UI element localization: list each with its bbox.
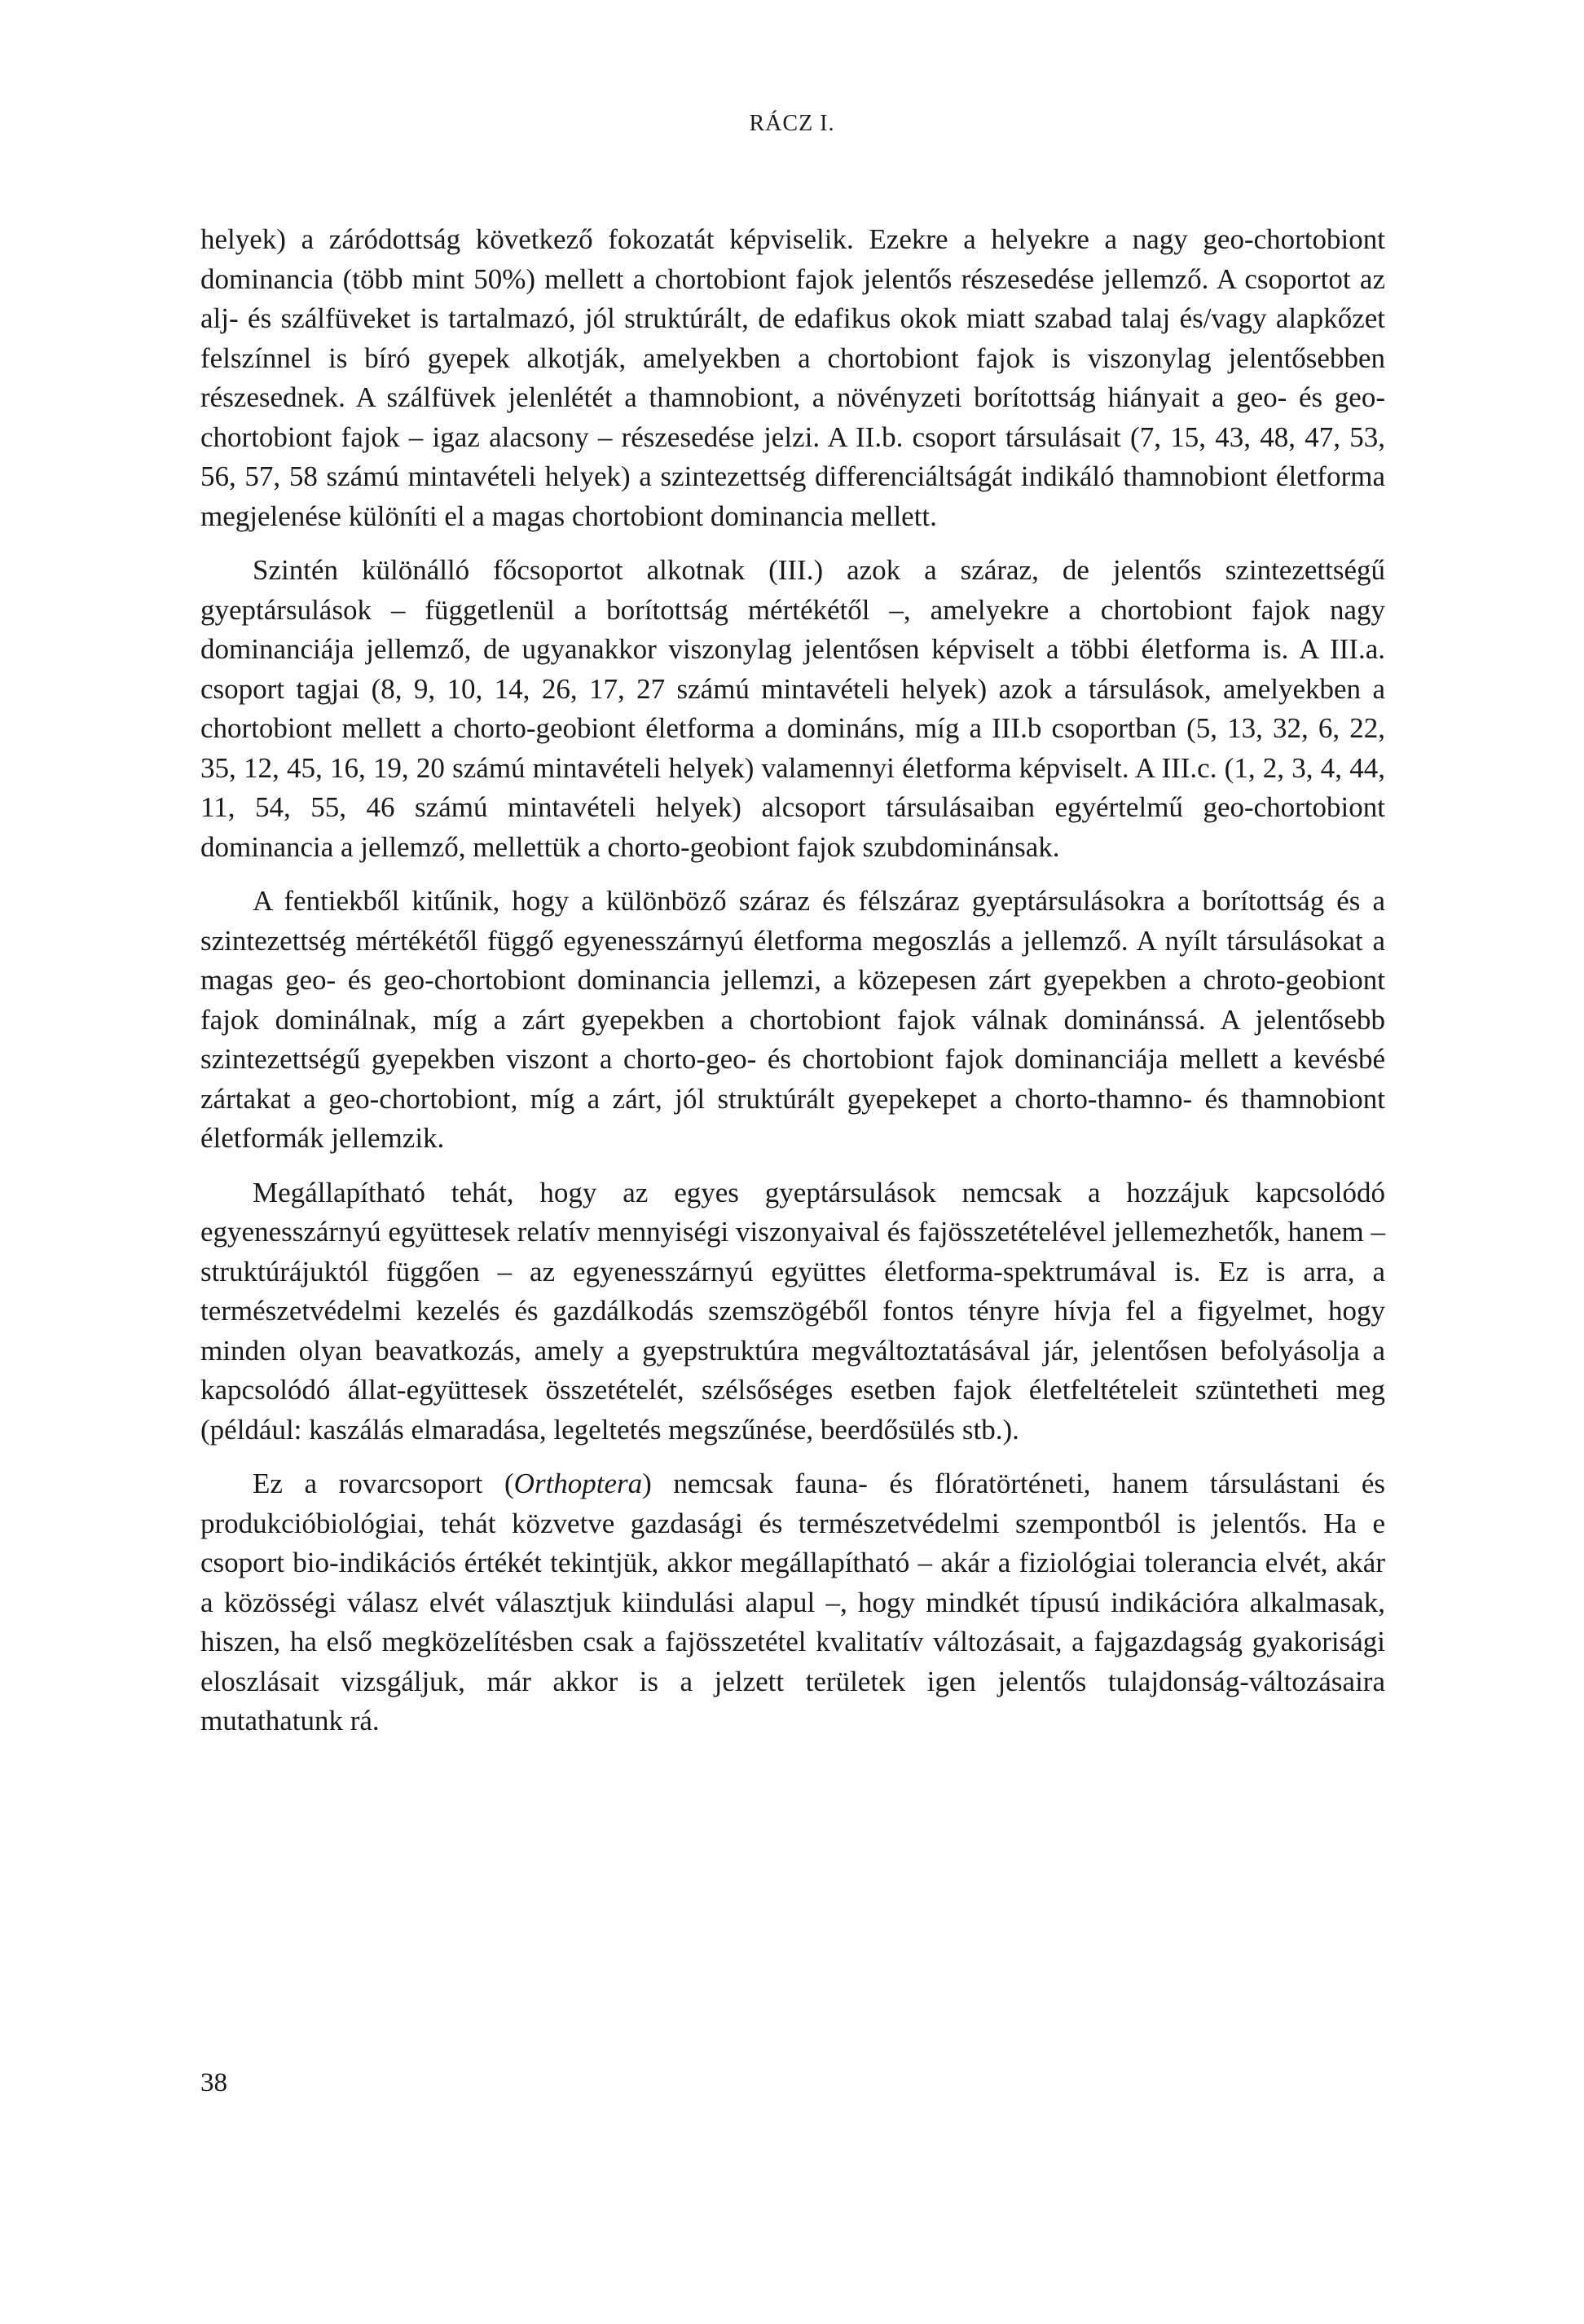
paragraph-4-text: Megállapítható tehát, hogy az egyes gyeptársulások nemcsak a hozzájuk kapcsolódó egyenesszárnyú együttesek relatív mennyiségi viszonyaival és fajösszetételével jellemezhetők, hanem – struktúrájuktól függően – az egyenesszárnyú együttes életforma-spektrumával is. Ez is arra, a természetvédelmi kezelés és gazdálkodás szemszögéből fontos tényre hívja fel a figyelmet, hogy minden olyan beavatkozás, amely a gyepstruktúra megváltoztatásával jár, jelentősen befolyásolja a kapcsolódó állat-együttesek összetételét, szélsőséges esetben fajok életfeltételeit szüntetheti meg (például: kaszálás elmaradása, legeltetés megszűnése, beerdősülés stb.).: [200, 1176, 1385, 1446]
paragraph-2-text: Szintén különálló főcsoportot alkotnak (III.) azok a száraz, de jelentős szintezettségű gyeptársulások – függetlenül a borítottság mértékétől –, amelyekre a chortobiont fajok nagy dominanciája jellemző, de ugyanakkor viszonylag jelentősen képviselt a többi életforma is. A III.a. csoport tagjai (8, 9, 10, 14, 26, 17, 27 számú mintavételi helyek) azok a társulások, amelyekben a chortobiont mellett a chorto-geobiont életforma a domináns, míg a III.b csoportban (5, 13, 32, 6, 22, 35, 12, 45, 16, 19, 20 számú mintavételi helyek) valamennyi életforma képviselt. A III.c. (1, 2, 3, 4, 44, 11, 54, 55, 46 számú mintavételi helyek) alcsoport társulásaiban egyértelmű geo-chortobiont dominancia a jellemző, mellettük a chorto-geobiont fajok szubdominánsak.: [200, 554, 1385, 863]
page-number: 38: [200, 2068, 227, 2097]
paragraph-1: [200, 220, 1385, 536]
paragraph-5-text-a: Ez a rovarcsoport (: [253, 1468, 514, 1499]
paragraph-5-text-b: ) nemcsak fauna- és flóratörténeti, hanem társulástani és produkcióbiológiai, tehát közvetve gazdasági és természetvédelmi szempontból is jelentős. Ha e csoport bio-indikációs értékét tekintjük, akkor megállapítható – akár a fiziológiai tolerancia elvét, akár a közösségi válasz elvét választjuk kiindulási alapul –, hogy mindkét típusú indikációra alkalmasak, hiszen, ha első megközelítésben csak a fajösszetétel kvalitatív változásait, a fajgazdagság gyakorisági eloszlásait vizsgáljuk, már akkor is a jelzett területek igen jelentős tulajdonság-változásaira mutathatunk rá.: [200, 1468, 1386, 1736]
body-text: [200, 220, 1385, 1756]
paragraph-2: [200, 551, 1385, 867]
taxon-name: Orthoptera: [513, 1468, 643, 1499]
paragraph-1-text: helyek) a záródottság következő fokozatát képviselik. Ezekre a helyekre a nagy geo-chortobiont dominancia (több mint 50%) mellett a chortobiont fajok jelentős részesedése jellemző. A csoportot az alj- és szálfüveket is tartalmazó, jól struktúrált, de edafikus okok miatt szabad talaj és/vagy alapkőzet felszínnel is bíró gyepek alkotják, amelyekben a chortobiont fajok is viszonylag jelentősebben részesednek. A szálfüvek jelenlétét a thamnobiont, a növényzeti borítottság hiányait a geo- és geo-chortobiont fajok – igaz alacsony – részesedése jelzi. A II.b. csoport társulásait (7, 15, 43, 48, 47, 53, 56, 57, 58 számú mintavételi helyek) a szintezettség differenciáltságát indikáló thamnobiont életforma megjelenése különíti el a magas chortobiont dominancia mellett.: [200, 223, 1385, 532]
paragraph-3-text: A fentiekből kitűnik, hogy a különböző száraz és félszáraz gyeptársulásokra a borítottság és a szintezettség mértékétől függő egyenesszárnyú életforma megoszlás a jellemző. A nyílt társulásokat a magas geo- és geo-chortobiont dominancia jellemzi, a közepesen zárt gyepekben a chroto-geobiont fajok dominálnak, míg a zárt gyepekben a chortobiont fajok válnak dominánssá. A jelentősebb szintezettségű gyepekben viszont a chorto-geo- és chortobiont fajok dominanciája mellett a kevésbé zártakat a geo-chortobiont, míg a zárt, jól struktúrált gyepekepet a chorto-thamno- és thamnobiont életformák jellemzik.: [200, 885, 1385, 1154]
paragraph-5: [200, 1464, 1385, 1741]
paragraph-4: [200, 1173, 1385, 1450]
paragraph-3: [200, 882, 1385, 1159]
running-head: RÁCZ I.: [749, 111, 835, 136]
